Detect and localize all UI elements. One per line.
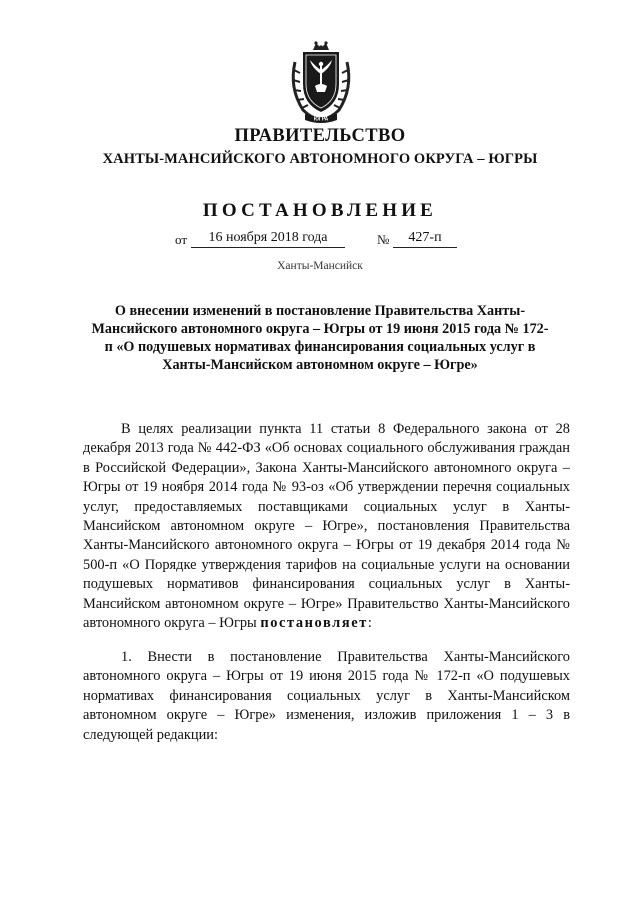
document-number: 427-п [408, 230, 442, 245]
document-type-heading: ПОСТАНОВЛЕНИЕ [202, 200, 438, 221]
city-name: Ханты-Мансийск [277, 260, 363, 272]
emblem-motto: ЮГРА [313, 116, 329, 123]
document-title: О внесении изменений в постановление Правительства Ханты-Мансийского автономного округа – Югры от 19 июня 2015 года № 172-п «О подушевых нормативах финансирования социальных услуг в Ханты-Мансийском автономном округе – Югре» [91, 303, 549, 373]
government-heading: ПРАВИТЕЛЬСТВО [234, 126, 406, 146]
resolution-keyword: постановляет [260, 615, 368, 632]
khmao-coat-of-arms-icon [285, 40, 357, 124]
date-number-line [175, 230, 475, 250]
date-underline [191, 247, 345, 248]
body-paragraph-1 [83, 420, 570, 633]
number-underline [393, 247, 457, 248]
paragraph-1-end: : [367, 615, 372, 632]
body-paragraph-2: 1. Внести в постановление Правительства Ханты-Мансийского автономного округа – Югры от 19 июня 2015 года № 172-п «О подушевых нормативах финансирования социальных услуг в Ханты-Мансийском автономном округе – Югре» изменения, изложив приложения 1 – 3 в следующей редакции: [83, 649, 570, 743]
number-prefix: № [377, 232, 390, 247]
paragraph-1-text: В целях реализации пункта 11 статьи 8 Федерального закона от 28 декабря 2013 года № 442-ФЗ «Об основах социального обслуживания граждан в Российской Федерации», Закона Ханты-Мансийского автономного округа – Югры от 19 ноября 2014 года № 93-оз «Об утверждении перечня социальных услуг, предоставляемых поставщиками социальных услуг в Ханты-Мансийском автономном округе – Югре», постановления Правительства Ханты-Мансийского автономного округа – Югры от 19 декабря 2014 года № 500-п «О Порядке утверждения тарифов на социальные услуги на основании подушевых нормативов финансирования социальных услуг в Ханты-Мансийском автономном округе – Югре» Правительство Ханты-Мансийского автономного округа – Югры [83, 421, 570, 632]
coat-of-arms-emblem [285, 40, 357, 124]
date-prefix: от [175, 232, 188, 247]
document-date: 16 ноября 2018 года [208, 230, 328, 245]
region-heading: ХАНТЫ-МАНСИЙСКОГО АВТОНОМНОГО ОКРУГА – ЮГРЫ [102, 151, 538, 167]
